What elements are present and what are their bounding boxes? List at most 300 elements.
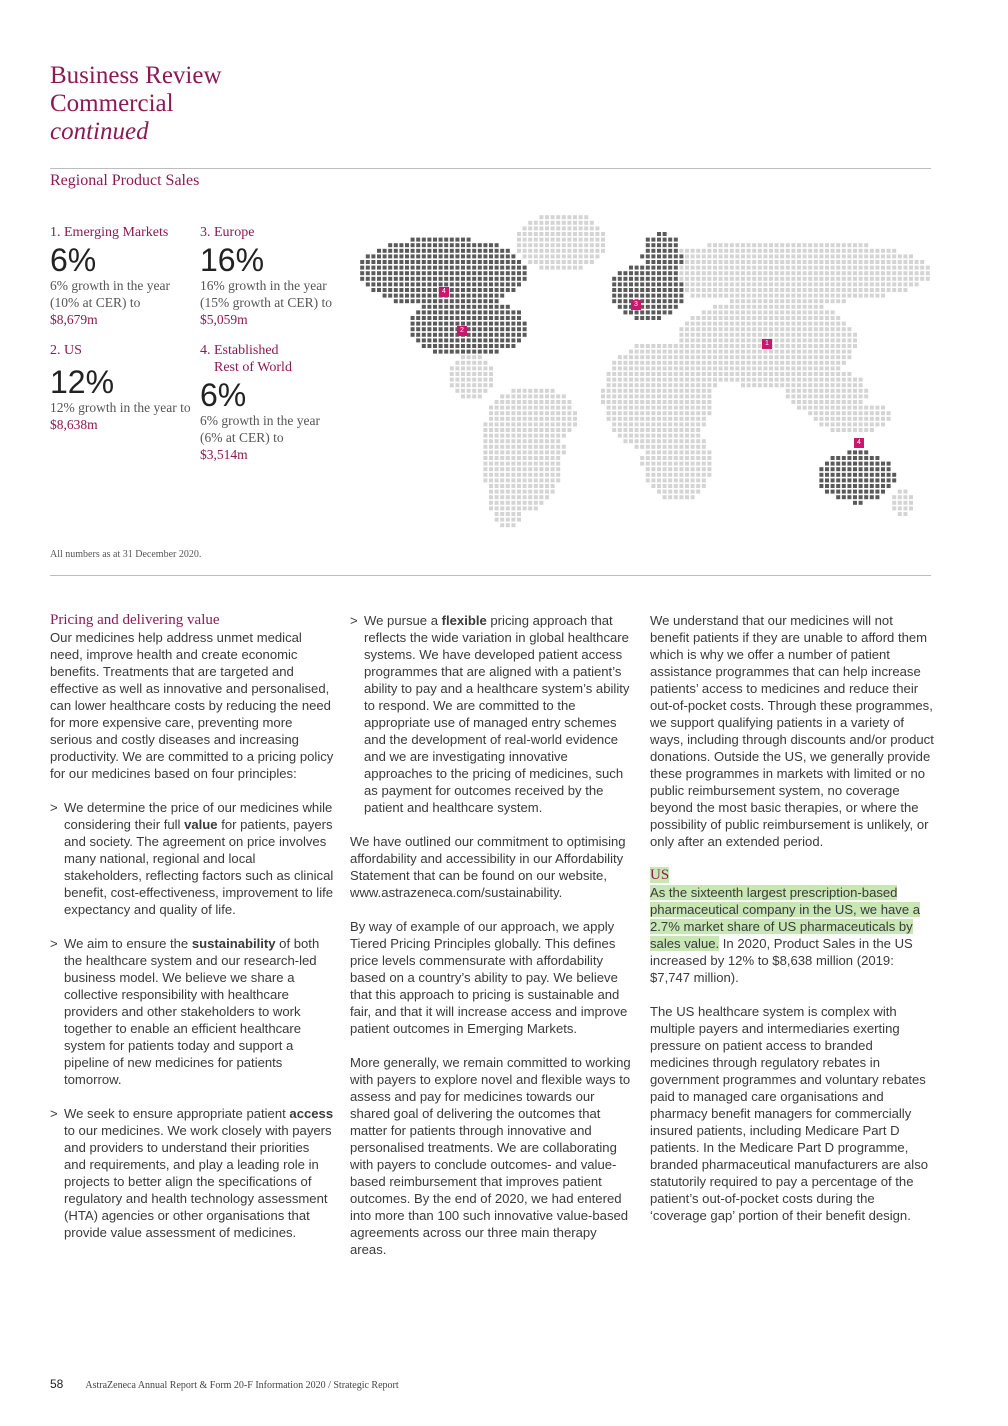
map-dot [831, 361, 835, 365]
map-dot [674, 271, 678, 275]
map-dot [539, 260, 543, 264]
map-dot [685, 450, 689, 454]
map-dot [517, 445, 521, 449]
map-dot [534, 422, 538, 426]
header-title: Business Review [50, 62, 222, 89]
map-dot [808, 243, 812, 247]
map-dot [719, 372, 723, 376]
map-dot [433, 322, 437, 326]
map-dot [663, 344, 667, 348]
map-dot [786, 355, 790, 359]
map-dot [691, 266, 695, 270]
map-dot [618, 355, 622, 359]
map-dot [735, 338, 739, 342]
map-dot [489, 378, 493, 382]
map-dot [640, 294, 644, 298]
map-dot [707, 310, 711, 314]
map-dot [775, 277, 779, 281]
map-dot [511, 490, 515, 494]
map-dot [887, 282, 891, 286]
map-dot [646, 378, 650, 382]
map-dot [629, 417, 633, 421]
map-dot [450, 322, 454, 326]
map-dot [713, 322, 717, 326]
map-dot [819, 383, 823, 387]
map-dot [786, 254, 790, 258]
map-dot [517, 428, 521, 432]
map-dot [495, 495, 499, 499]
map-dot [556, 428, 560, 432]
map-dot [780, 305, 784, 309]
map-dot [803, 394, 807, 398]
map-dot [786, 316, 790, 320]
map-dot [651, 467, 655, 471]
map-dot [657, 456, 661, 460]
map-dot [500, 428, 504, 432]
map-dot [467, 305, 471, 309]
map-dot [511, 316, 515, 320]
map-dot [539, 495, 543, 499]
map-dot [399, 288, 403, 292]
map-dot [629, 355, 633, 359]
map-dot [831, 316, 835, 320]
map-dot [819, 344, 823, 348]
map-dot [775, 294, 779, 298]
map-dot [685, 439, 689, 443]
map-dot [769, 288, 773, 292]
map-dot [685, 484, 689, 488]
map-marker-emerging: 1 [762, 339, 772, 349]
map-dot [461, 394, 465, 398]
map-dot [719, 316, 723, 320]
map-dot [842, 495, 846, 499]
map-dot [635, 411, 639, 415]
map-dot [651, 288, 655, 292]
map-dot [567, 226, 571, 230]
map-dot [663, 260, 667, 264]
map-dot [909, 506, 913, 510]
map-dot [388, 271, 392, 275]
map-dot [803, 277, 807, 281]
map-dot [719, 350, 723, 354]
map-dot [691, 428, 695, 432]
map-dot [819, 288, 823, 292]
map-dot [707, 350, 711, 354]
map-dot [668, 417, 672, 421]
map-dot [483, 473, 487, 477]
map-dot [775, 260, 779, 264]
map-dot [864, 294, 868, 298]
map-dot [567, 422, 571, 426]
map-dot [780, 383, 784, 387]
map-dot [713, 372, 717, 376]
map-dot [467, 310, 471, 314]
map-dot [523, 501, 527, 505]
map-dot [702, 322, 706, 326]
map-dot [500, 282, 504, 286]
map-dot [853, 400, 857, 404]
map-dot [618, 277, 622, 281]
map-dot [646, 260, 650, 264]
map-dot [612, 282, 616, 286]
map-dot [635, 310, 639, 314]
map-dot [831, 422, 835, 426]
map-dot [819, 389, 823, 393]
map-dot [691, 344, 695, 348]
map-dot [623, 271, 627, 275]
map-dot [663, 355, 667, 359]
map-dot [500, 495, 504, 499]
map-dot [859, 282, 863, 286]
map-dot [741, 260, 745, 264]
map-dot [377, 288, 381, 292]
map-dot [909, 254, 913, 258]
map-dot [819, 294, 823, 298]
map-dot [455, 316, 459, 320]
map-dot [674, 277, 678, 281]
map-dot [915, 260, 919, 264]
map-dot [388, 260, 392, 264]
map-dot [646, 249, 650, 253]
map-dot [663, 249, 667, 253]
map-dot [579, 243, 583, 247]
map-dot [825, 378, 829, 382]
map-dot [651, 439, 655, 443]
map-dot [775, 299, 779, 303]
map-dot [450, 260, 454, 264]
map-dot [842, 422, 846, 426]
map-dot [920, 271, 924, 275]
map-dot [887, 249, 891, 253]
map-dot [898, 266, 902, 270]
map-dot [836, 338, 840, 342]
map-dot [825, 484, 829, 488]
map-dot [875, 266, 879, 270]
map-dot [836, 277, 840, 281]
map-dot [495, 445, 499, 449]
map-dot [702, 327, 706, 331]
map-dot [831, 310, 835, 314]
map-dot [489, 282, 493, 286]
map-dot [842, 484, 846, 488]
map-dot [523, 456, 527, 460]
map-dot [803, 310, 807, 314]
map-dot [836, 467, 840, 471]
map-dot [506, 305, 510, 309]
map-dot [870, 462, 874, 466]
map-dot [377, 271, 381, 275]
map-marker-established-apac: 4 [854, 438, 864, 448]
map-dot [623, 383, 627, 387]
map-dot [881, 411, 885, 415]
map-dot [702, 383, 706, 387]
map-dot [909, 260, 913, 264]
map-dot [763, 305, 767, 309]
map-dot [360, 266, 364, 270]
map-dot [814, 266, 818, 270]
map-dot [511, 467, 515, 471]
map-dot [898, 277, 902, 281]
map-dot [747, 372, 751, 376]
map-dot [461, 243, 465, 247]
map-dot [831, 484, 835, 488]
map-dot [573, 243, 577, 247]
map-dot [814, 282, 818, 286]
map-dot [892, 506, 896, 510]
map-dot [573, 215, 577, 219]
map-dot [853, 254, 857, 258]
map-dot [735, 271, 739, 275]
map-dot [752, 243, 756, 247]
map-dot [875, 282, 879, 286]
map-dot [831, 254, 835, 258]
map-dot [511, 277, 515, 281]
map-dot [842, 462, 846, 466]
map-dot [702, 260, 706, 264]
map-dot [506, 260, 510, 264]
map-dot [724, 355, 728, 359]
map-dot [394, 294, 398, 298]
column-3 [650, 612, 934, 1241]
map-dot [646, 383, 650, 387]
map-dot [853, 473, 857, 477]
map-dot [371, 260, 375, 264]
map-dot [780, 322, 784, 326]
map-dot [847, 394, 851, 398]
map-dot [803, 271, 807, 275]
map-dot [657, 316, 661, 320]
map-dot [573, 249, 577, 253]
map-dot [545, 434, 549, 438]
map-dot [814, 249, 818, 253]
map-dot [612, 361, 616, 365]
map-dot [534, 226, 538, 230]
map-dot [859, 478, 863, 482]
map-dot [640, 310, 644, 314]
map-dot [651, 238, 655, 242]
map-dot [763, 310, 767, 314]
map-dot [831, 417, 835, 421]
map-dot [545, 232, 549, 236]
map-dot [523, 462, 527, 466]
map-dot [528, 462, 532, 466]
map-dot [422, 260, 426, 264]
map-dot [450, 333, 454, 337]
map-dot [506, 327, 510, 331]
map-dot [898, 271, 902, 275]
map-dot [556, 456, 560, 460]
map-dot [875, 478, 879, 482]
map-dot [769, 266, 773, 270]
map-dot [483, 422, 487, 426]
map-dot [472, 394, 476, 398]
map-dot [506, 467, 510, 471]
map-dot [691, 316, 695, 320]
map-dot [668, 282, 672, 286]
map-dot [674, 355, 678, 359]
map-dot [730, 254, 734, 258]
map-dot [819, 478, 823, 482]
map-dot [663, 305, 667, 309]
map-dot [467, 254, 471, 258]
map-dot [657, 422, 661, 426]
map-dot [405, 260, 409, 264]
map-dot [780, 282, 784, 286]
map-dot [713, 333, 717, 337]
map-dot [467, 249, 471, 253]
map-dot [696, 450, 700, 454]
map-dot [752, 294, 756, 298]
map-dot [573, 411, 577, 415]
map-dot [679, 355, 683, 359]
map-dot [791, 316, 795, 320]
map-dot [842, 383, 846, 387]
map-dot [763, 260, 767, 264]
map-dot [707, 467, 711, 471]
map-dot [439, 243, 443, 247]
map-dot [584, 221, 588, 225]
map-dot [495, 249, 499, 253]
map-dot [847, 378, 851, 382]
map-dot [702, 366, 706, 370]
map-dot [657, 445, 661, 449]
map-dot [702, 271, 706, 275]
map-dot [623, 299, 627, 303]
map-dot [803, 243, 807, 247]
map-dot [539, 238, 543, 242]
map-dot [450, 327, 454, 331]
map-dot [741, 333, 745, 337]
map-dot [814, 333, 818, 337]
map-dot [422, 310, 426, 314]
map-dot [567, 238, 571, 242]
map-dot [567, 260, 571, 264]
map-dot [539, 422, 543, 426]
map-dot [461, 389, 465, 393]
map-dot [646, 389, 650, 393]
map-dot [859, 271, 863, 275]
map-dot [797, 406, 801, 410]
map-dot [651, 361, 655, 365]
map-dot [696, 434, 700, 438]
map-dot [786, 266, 790, 270]
map-dot [489, 473, 493, 477]
map-dot [819, 394, 823, 398]
column-1 [50, 612, 334, 1258]
map-dot [635, 422, 639, 426]
map-dot [467, 355, 471, 359]
map-dot [668, 344, 672, 348]
map-dot [657, 355, 661, 359]
map-dot [763, 277, 767, 281]
map-dot [663, 372, 667, 376]
map-dot [691, 434, 695, 438]
map-dot [719, 254, 723, 258]
map-dot [500, 512, 504, 516]
map-dot [842, 350, 846, 354]
map-dot [640, 406, 644, 410]
map-dot [831, 490, 835, 494]
map-dot [735, 327, 739, 331]
map-dot [439, 271, 443, 275]
map-dot [769, 260, 773, 264]
map-dot [383, 271, 387, 275]
map-dot [495, 260, 499, 264]
map-dot [892, 277, 896, 281]
map-dot [763, 372, 767, 376]
map-dot [394, 288, 398, 292]
map-dot [416, 327, 420, 331]
map-dot [394, 260, 398, 264]
map-dot [377, 266, 381, 270]
map-dot [495, 271, 499, 275]
map-dot [489, 406, 493, 410]
map-dot [612, 299, 616, 303]
map-dot [853, 411, 857, 415]
map-dot [399, 282, 403, 286]
map-dot [388, 288, 392, 292]
map-dot [623, 394, 627, 398]
map-dot [741, 266, 745, 270]
map-dot [741, 378, 745, 382]
map-dot [663, 400, 667, 404]
map-dot [422, 282, 426, 286]
map-dot [584, 254, 588, 258]
map-dot [517, 232, 521, 236]
map-dot [545, 254, 549, 258]
map-dot [663, 434, 667, 438]
map-dot [769, 316, 773, 320]
map-dot [847, 495, 851, 499]
map-dot [551, 389, 555, 393]
map-dot [618, 383, 622, 387]
map-dot [422, 322, 426, 326]
map-dot [685, 394, 689, 398]
map-dot [791, 271, 795, 275]
map-dot [539, 462, 543, 466]
map-dot [786, 350, 790, 354]
map-dot [691, 355, 695, 359]
map-dot [663, 478, 667, 482]
map-dot [713, 294, 717, 298]
map-dot [791, 333, 795, 337]
map-dot [679, 338, 683, 342]
map-dot [663, 406, 667, 410]
map-dot [853, 462, 857, 466]
map-dot [450, 282, 454, 286]
map-dot [775, 383, 779, 387]
map-dot [411, 333, 415, 337]
map-dot [399, 277, 403, 281]
map-dot [836, 411, 840, 415]
map-dot [864, 249, 868, 253]
map-dot [735, 288, 739, 292]
map-dot [545, 428, 549, 432]
map-dot [702, 406, 706, 410]
map-dot [528, 506, 532, 510]
map-dot [780, 355, 784, 359]
map-dot [579, 226, 583, 230]
map-dot [797, 277, 801, 281]
map-dot [629, 288, 633, 292]
map-dot [920, 277, 924, 281]
page-number: 58 [50, 1377, 64, 1391]
map-dot [651, 422, 655, 426]
map-dot [719, 361, 723, 365]
map-dot [489, 327, 493, 331]
map-dot [528, 445, 532, 449]
map-dot [556, 411, 560, 415]
